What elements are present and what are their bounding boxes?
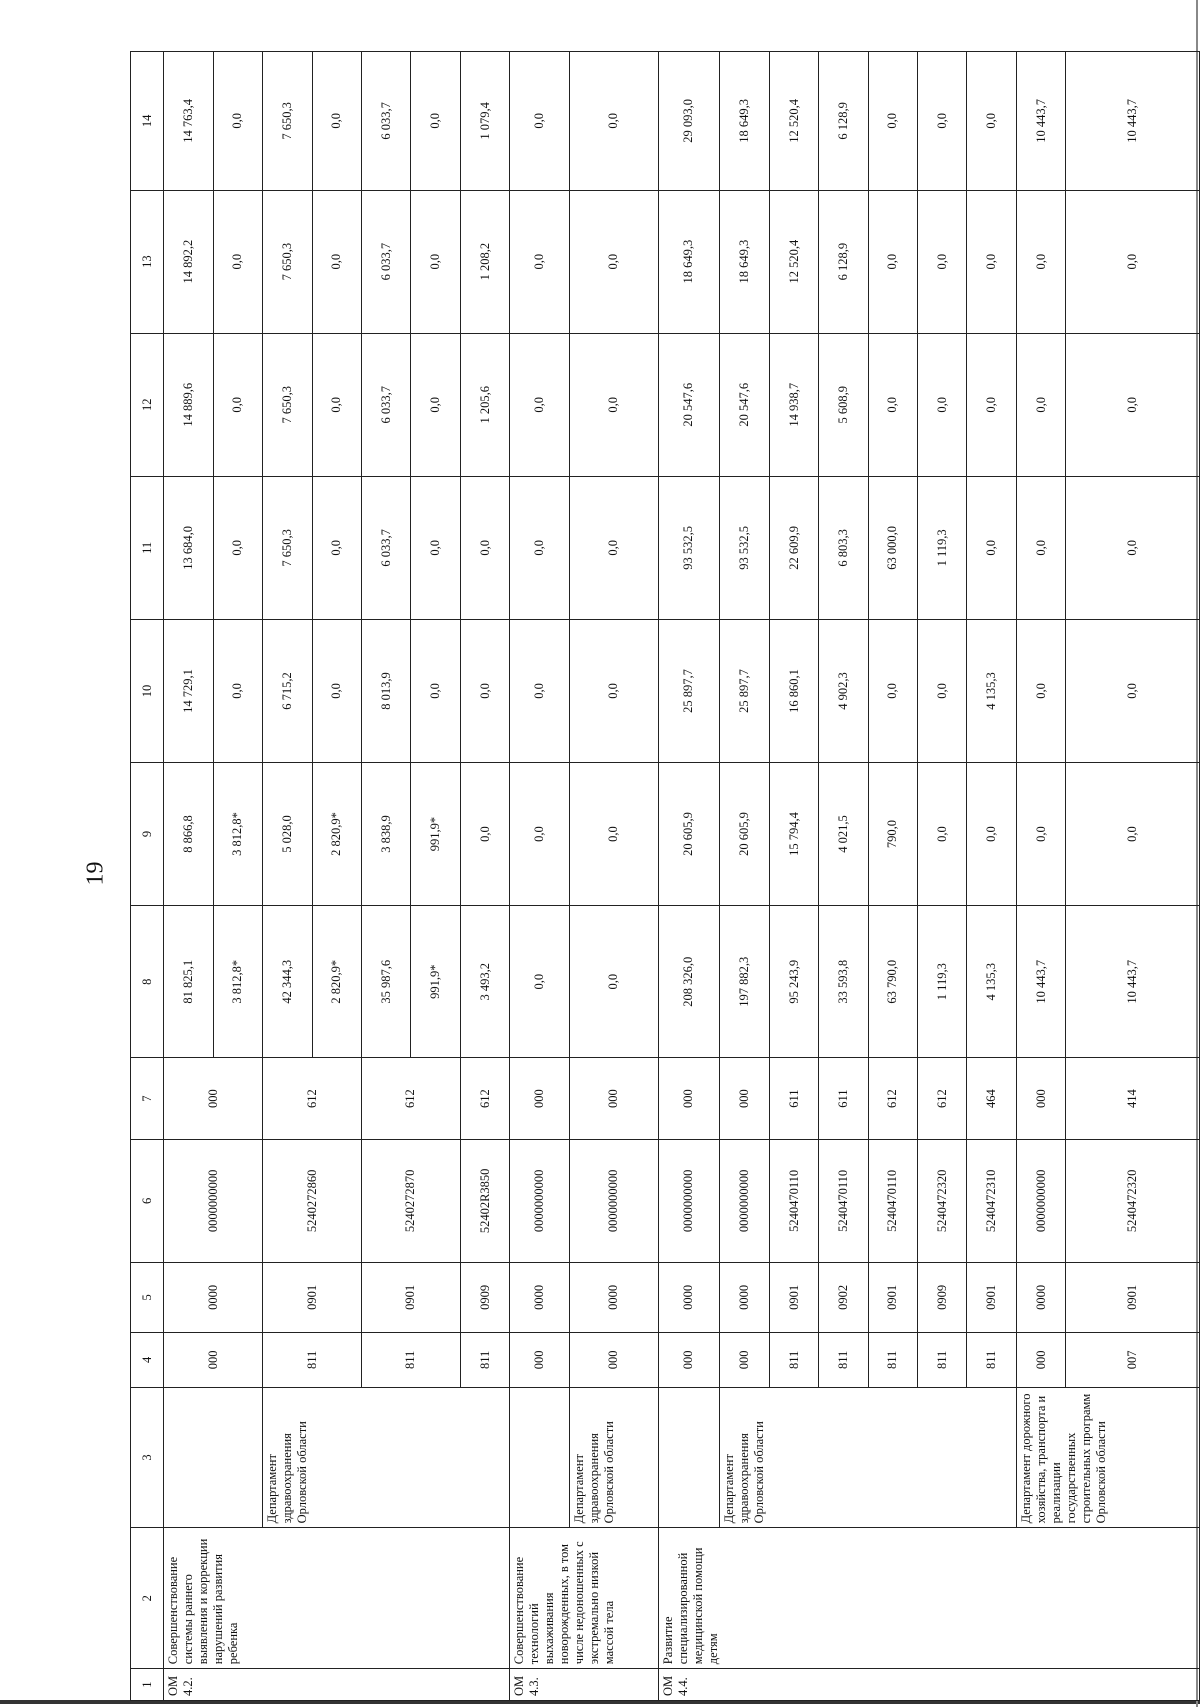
cell: 0,0 (411, 333, 460, 476)
cell: 000 (510, 1058, 569, 1140)
cell: 1 208,2 (460, 190, 509, 333)
cell: 1 119,3 (918, 906, 967, 1058)
header-cell: 2 (131, 1528, 164, 1669)
dept-cell: Департамент здравоохранения Орловской области (720, 1387, 1017, 1528)
table-row (263, 52, 312, 1701)
cell: 0,0 (569, 906, 658, 1058)
cell: 0000000000 (658, 1140, 720, 1263)
table-row (569, 52, 658, 1701)
cell: 5240472320 (918, 1140, 967, 1263)
cell: 0000000000 (1016, 1140, 1065, 1263)
cell: 10 443,7 (1066, 52, 1200, 191)
header-cell: 6 (131, 1140, 164, 1263)
cell: 5240470110 (769, 1140, 818, 1263)
cell: 93 532,5 (720, 476, 769, 619)
header-cell: 11 (131, 476, 164, 619)
header-cell: 3 (131, 1387, 164, 1528)
cell: 000 (658, 1058, 720, 1140)
cell: 5240272860 (263, 1140, 362, 1263)
cell: 0,0 (918, 763, 967, 906)
cell: 0,0 (967, 763, 1016, 906)
cell: 25 897,7 (658, 619, 720, 762)
cell: 000 (569, 1058, 658, 1140)
cell: 0,0 (312, 476, 361, 619)
header-cell: 14 (131, 52, 164, 191)
cell: 000 (164, 1058, 263, 1140)
cell: 000 (1016, 1333, 1065, 1388)
cell: 0,0 (312, 52, 361, 191)
cell: 0,0 (868, 52, 917, 191)
cell: 18 649,3 (658, 190, 720, 333)
measure-name: Развитие специализированной медицинской помощи детям (658, 1528, 1199, 1669)
cell: 29 093,0 (658, 52, 720, 191)
table-row (1016, 52, 1065, 1701)
cell: 0,0 (569, 333, 658, 476)
cell: 0909 (460, 1262, 509, 1332)
cell: 1 079,4 (460, 52, 509, 191)
cell: 000 (658, 1333, 720, 1388)
cell: 0,0 (1066, 763, 1200, 906)
cell: 208 326,0 (658, 906, 720, 1058)
cell: 0902 (819, 1262, 868, 1332)
cell: 0,0 (569, 52, 658, 191)
cell: 6 715,2 (263, 619, 312, 762)
cell: 0,0 (510, 333, 569, 476)
cell: 0,0 (213, 476, 262, 619)
cell: 0,0 (967, 52, 1016, 191)
cell: 0,0 (569, 763, 658, 906)
cell: 0000000000 (720, 1140, 769, 1263)
cell: 0,0 (569, 476, 658, 619)
cell: 0901 (263, 1262, 362, 1332)
cell: 18 649,3 (720, 52, 769, 191)
cell: 4 021,5 (819, 763, 868, 906)
cell: 612 (362, 1058, 461, 1140)
cell: 4 135,3 (967, 906, 1016, 1058)
cell: 13 684,0 (164, 476, 213, 619)
cell: 93 532,5 (658, 476, 720, 619)
cell: 0,0 (1066, 619, 1200, 762)
cell: 6 803,3 (819, 476, 868, 619)
cell: 0901 (1066, 1262, 1200, 1332)
cell: 14 889,6 (164, 333, 213, 476)
cell: 811 (868, 1333, 917, 1388)
header-row (131, 52, 164, 1701)
cell: 0,0 (967, 333, 1016, 476)
cell: 7 650,3 (263, 52, 312, 191)
cell: 811 (819, 1333, 868, 1388)
header-cell: 5 (131, 1262, 164, 1332)
cell: 0000000000 (569, 1140, 658, 1263)
table-row (720, 52, 769, 1701)
cell: 0,0 (411, 190, 460, 333)
cell: 0,0 (312, 333, 361, 476)
cell: 0,0 (213, 333, 262, 476)
cell: 22 609,9 (769, 476, 818, 619)
cell: 10 443,7 (1066, 906, 1200, 1058)
cell: 000 (720, 1333, 769, 1388)
cell: 0,0 (510, 190, 569, 333)
cell: 14 938,7 (769, 333, 818, 476)
cell: 5 028,0 (263, 763, 312, 906)
cell: 3 812,8* (213, 906, 262, 1058)
cell: 612 (868, 1058, 917, 1140)
cell: 612 (263, 1058, 362, 1140)
cell: 464 (967, 1058, 1016, 1140)
header-cell: 12 (131, 333, 164, 476)
header-cell: 7 (131, 1058, 164, 1140)
cell: 612 (918, 1058, 967, 1140)
cell: 0,0 (460, 619, 509, 762)
cell: 000 (164, 1333, 263, 1388)
cell: 0901 (362, 1262, 461, 1332)
dept-cell: Департамент дорожного хозяйства, транспорта и реализации государственных строительных программ Орловской области (1016, 1387, 1199, 1528)
cell: 0,0 (510, 619, 569, 762)
measure-code: ОМ 4.3. (510, 1669, 658, 1701)
measure-name: Совершенствование системы раннего выявления и коррекции нарушений развития ребенка (164, 1528, 510, 1669)
cell: 0,0 (411, 52, 460, 191)
header-cell: 9 (131, 763, 164, 906)
header-cell: 13 (131, 190, 164, 333)
cell: 3 838,9 (362, 763, 411, 906)
cell: 95 243,9 (769, 906, 818, 1058)
rotated-table-wrapper (130, 51, 1200, 1701)
cell: 811 (263, 1333, 362, 1388)
cell: 0,0 (1016, 619, 1065, 762)
budget-table (130, 51, 1200, 1701)
cell: 42 344,3 (263, 906, 312, 1058)
cell: 63 790,0 (868, 906, 917, 1058)
cell: 20 547,6 (720, 333, 769, 476)
cell: 0000 (658, 1262, 720, 1332)
cell: 0,0 (1016, 190, 1065, 333)
cell: 0,0 (868, 333, 917, 476)
cell: 0,0 (460, 763, 509, 906)
table-row (658, 52, 720, 1701)
cell: 414 (1066, 1058, 1200, 1140)
cell: 81 825,1 (164, 906, 213, 1058)
cell: 991,9* (411, 906, 460, 1058)
cell: 20 547,6 (658, 333, 720, 476)
cell: 000 (569, 1333, 658, 1388)
cell: 1 119,3 (918, 476, 967, 619)
cell: 811 (967, 1333, 1016, 1388)
cell: 0,0 (868, 190, 917, 333)
cell: 0,0 (1016, 476, 1065, 619)
cell: 000 (1016, 1058, 1065, 1140)
cell: 611 (769, 1058, 818, 1140)
cell: 18 649,3 (720, 190, 769, 333)
cell: 0,0 (213, 190, 262, 333)
cell: 0,0 (213, 52, 262, 191)
header-cell: 10 (131, 619, 164, 762)
cell: 0,0 (312, 190, 361, 333)
page-number: 19 (82, 861, 109, 886)
dept-cell (164, 1387, 263, 1528)
cell: 3 812,8* (213, 763, 262, 906)
dept-cell (510, 1387, 569, 1528)
cell: 000 (720, 1058, 769, 1140)
cell: 0,0 (1066, 333, 1200, 476)
cell: 0,0 (312, 619, 361, 762)
cell: 8 013,9 (362, 619, 411, 762)
cell: 811 (769, 1333, 818, 1388)
cell: 2 820,9* (312, 763, 361, 906)
cell: 0,0 (868, 619, 917, 762)
cell: 611 (819, 1058, 868, 1140)
cell: 25 897,7 (720, 619, 769, 762)
cell: 197 882,3 (720, 906, 769, 1058)
cell: 0000 (164, 1262, 263, 1332)
cell: 0,0 (1066, 190, 1200, 333)
cell: 4 902,3 (819, 619, 868, 762)
cell: 0,0 (967, 190, 1016, 333)
cell: 0000 (510, 1262, 569, 1332)
cell: 811 (460, 1333, 509, 1388)
cell: 1 205,6 (460, 333, 509, 476)
table-row (510, 52, 569, 1701)
cell: 0,0 (569, 190, 658, 333)
cell: 12 520,4 (769, 52, 818, 191)
cell: 5240272870 (362, 1140, 461, 1263)
cell: 10 443,7 (1016, 906, 1065, 1058)
cell: 811 (918, 1333, 967, 1388)
cell: 6 033,7 (362, 52, 411, 191)
cell: 000 (510, 1333, 569, 1388)
cell: 10 443,7 (1016, 52, 1065, 191)
cell: 2 820,9* (312, 906, 361, 1058)
table-row (164, 52, 213, 1701)
cell: 0,0 (569, 619, 658, 762)
cell: 15 794,4 (769, 763, 818, 906)
cell: 7 650,3 (263, 476, 312, 619)
cell: 790,0 (868, 763, 917, 906)
cell: 0,0 (411, 476, 460, 619)
cell: 0901 (868, 1262, 917, 1332)
cell: 0,0 (918, 52, 967, 191)
cell: 12 520,4 (769, 190, 818, 333)
cell: 20 605,9 (658, 763, 720, 906)
cell: 8 866,8 (164, 763, 213, 906)
dept-cell: Департамент здравоохранения Орловской области (569, 1387, 658, 1528)
cell: 7 650,3 (263, 190, 312, 333)
cell: 0,0 (967, 476, 1016, 619)
cell: 4 135,3 (967, 619, 1016, 762)
cell: 0,0 (213, 619, 262, 762)
cell: 0,0 (510, 476, 569, 619)
cell: 0000 (1016, 1262, 1065, 1332)
cell: 6 033,7 (362, 476, 411, 619)
cell: 14 763,4 (164, 52, 213, 191)
cell: 6 033,7 (362, 190, 411, 333)
cell: 5240472310 (967, 1140, 1016, 1263)
cell: 0,0 (1016, 333, 1065, 476)
cell: 6 128,9 (819, 52, 868, 191)
cell: 5240470110 (819, 1140, 868, 1263)
cell: 7 650,3 (263, 333, 312, 476)
cell: 5240472320 (1066, 1140, 1200, 1263)
header-cell: 1 (131, 1669, 164, 1701)
cell: 0,0 (510, 763, 569, 906)
cell: 5240470110 (868, 1140, 917, 1263)
cell: 33 593,8 (819, 906, 868, 1058)
cell: 007 (1066, 1333, 1200, 1388)
cell: 16 860,1 (769, 619, 818, 762)
cell: 0,0 (1066, 476, 1200, 619)
header-cell: 4 (131, 1333, 164, 1388)
cell: 0,0 (411, 619, 460, 762)
header-cell: 8 (131, 906, 164, 1058)
dept-cell (658, 1387, 720, 1528)
cell: 0,0 (460, 476, 509, 619)
cell: 63 000,0 (868, 476, 917, 619)
cell: 0,0 (918, 333, 967, 476)
cell: 0,0 (510, 906, 569, 1058)
measure-name: Совершенствование технологий выхаживания новорожденных, в том числе недоношенных с экстремально низкой массой тела (510, 1528, 658, 1669)
cell: 14 892,2 (164, 190, 213, 333)
cell: 991,9* (411, 763, 460, 906)
cell: 14 729,1 (164, 619, 213, 762)
cell: 0,0 (918, 190, 967, 333)
cell: 6 033,7 (362, 333, 411, 476)
cell: 811 (362, 1333, 461, 1388)
cell: 52402R3850 (460, 1140, 509, 1263)
measure-code: ОМ 4.4. (658, 1669, 1199, 1701)
cell: 3 493,2 (460, 906, 509, 1058)
measure-code: ОМ 4.2. (164, 1669, 510, 1701)
cell: 20 605,9 (720, 763, 769, 906)
cell: 0,0 (918, 619, 967, 762)
cell: 6 128,9 (819, 190, 868, 333)
cell: 0,0 (510, 52, 569, 191)
cell: 0,0 (1016, 763, 1065, 906)
cell: 612 (460, 1058, 509, 1140)
cell: 0000 (720, 1262, 769, 1332)
cell: 35 987,6 (362, 906, 411, 1058)
cell: 0901 (769, 1262, 818, 1332)
dept-cell: Департамент здравоохранения Орловской области (263, 1387, 510, 1528)
cell: 0909 (918, 1262, 967, 1332)
cell: 0901 (967, 1262, 1016, 1332)
cell: 0000000000 (164, 1140, 263, 1263)
cell: 0000000000 (510, 1140, 569, 1263)
cell: 5 608,9 (819, 333, 868, 476)
cell: 0000 (569, 1262, 658, 1332)
